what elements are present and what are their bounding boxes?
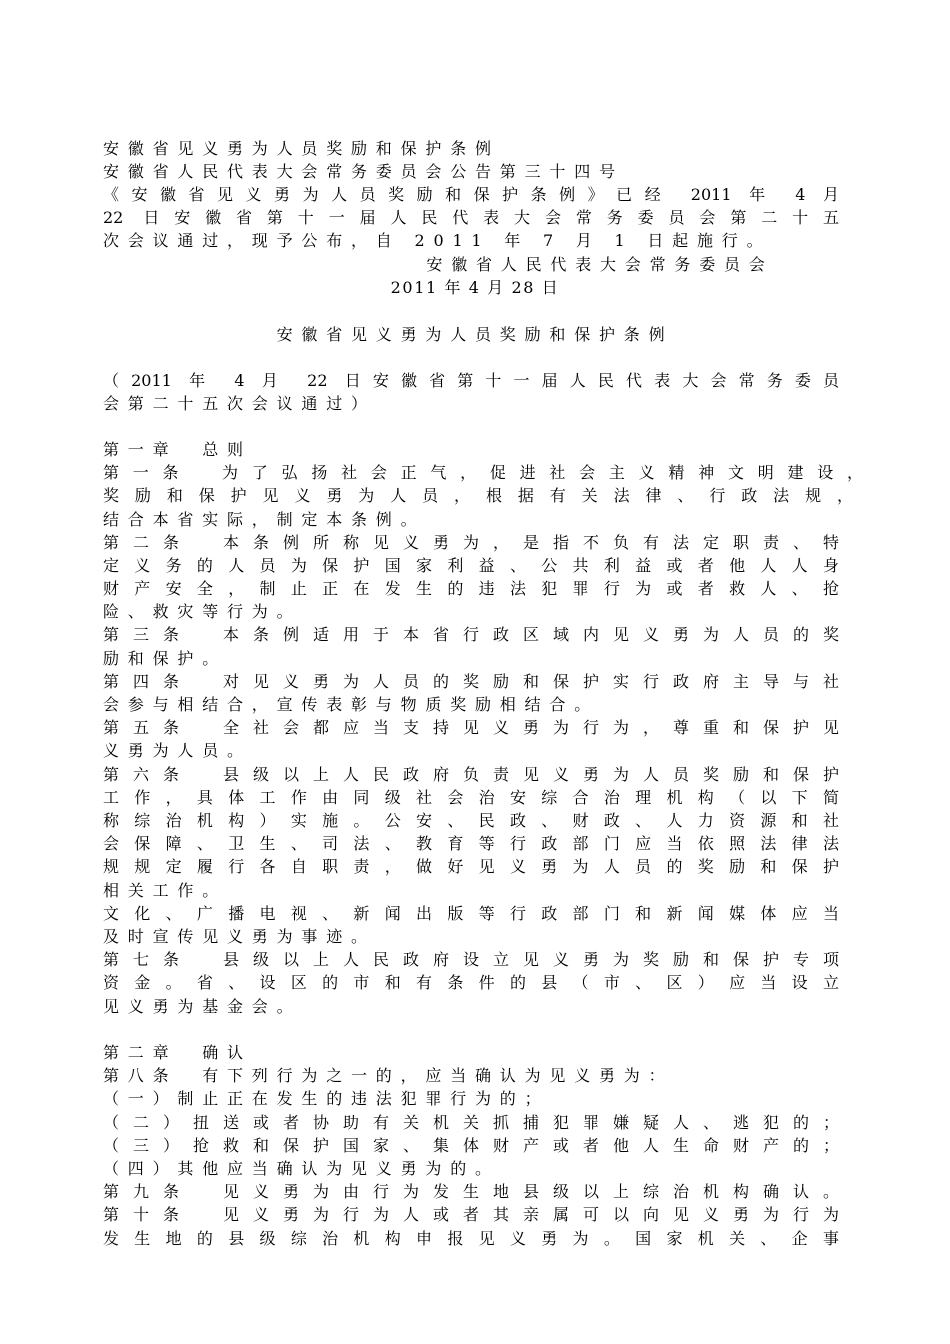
body-line: 第一条 为了弘扬社会正气，促进社会主义精神文明建设， [103, 463, 863, 482]
signature-issuer: 安徽省人民代表大会常务委员会 [426, 255, 774, 274]
body-line: 第七条 县级以上人民政府设立见义勇为奖励和保护专项 [103, 950, 839, 969]
body-line: 文化、广播电视、新闻出版等行政部门和新闻媒体应当 [103, 904, 839, 923]
chapter-heading: 第一章 总则 [103, 440, 252, 459]
signature-date: 2011 年 4 月 28 日 [390, 278, 560, 297]
body-line: 第十条 见义勇为行为人或者其亲属可以向见义勇为行为 [103, 1205, 839, 1224]
body-line: 结合本省实际，制定本条例。 [103, 510, 426, 529]
body-line: 会保障、卫生、司法、教育等行政部门应当依照法律法 [103, 834, 839, 853]
body-line: 见义勇为基金会。 [103, 997, 302, 1016]
body-line: （二）扭送或者协助有关机关抓捕犯罪嫌疑人、逃犯的； [103, 1113, 839, 1132]
adoption-note-line: 会第二十五次会议通过） [103, 394, 376, 413]
adoption-note-line: （2011 年 4 月 22 日安徽省第十一届人民代表大会常务委员 [103, 371, 839, 390]
body-line: 义勇为人员。 [103, 741, 252, 760]
body-line: 第二条 本条例所称见义勇为，是指不负有法定职责、特 [103, 533, 839, 552]
body-line: 第八条 有下列行为之一的，应当确认为见义勇为： [103, 1066, 674, 1085]
body-line: （四）其他应当确认为见义勇为的。 [103, 1159, 500, 1178]
body-line: （一）制止正在发生的违法犯罪行为的； [103, 1089, 550, 1108]
announcement-text-line: 次会议通过，现予公布，自 2011 年 7 月 1 日起施行。 [103, 231, 772, 250]
chapter-heading: 第二章 确认 [103, 1043, 252, 1062]
body-line: 规规定履行各自职责，做好见义勇为人员的奖励和保护 [103, 857, 839, 876]
body-line: 称综治机构）实施。公安、民政、财政、人力资源和社 [103, 811, 839, 830]
body-line: 第九条 见义勇为由行为发生地县级以上综治机构确认。 [103, 1182, 839, 1201]
body-line: 及时宣传见义勇为事迹。 [103, 927, 376, 946]
body-line: 发生地的县级综治机构申报见义勇为。国家机关、企事 [103, 1229, 839, 1248]
announcement-text-line: 《安徽省见义勇为人员奖励和保护条例》已经 2011 年 4 月 [103, 185, 839, 204]
body-line: 第五条 全社会都应当支持见义勇为行为，尊重和保护见 [103, 718, 839, 737]
body-line: 险、救灾等行为。 [103, 602, 302, 621]
announcement-heading: 安徽省人民代表大会常务委员会公告第三十四号 [103, 162, 624, 181]
body-line: 第四条 对见义勇为人员的奖励和保护实行政府主导与社 [103, 672, 839, 691]
body-line: 财产安全，制止正在发生的违法犯罪行为或者救人、抢 [103, 579, 839, 598]
body-line: （三）抢救和保护国家、集体财产或者他人生命财产的； [103, 1136, 839, 1155]
regulation-title: 安徽省见义勇为人员奖励和保护条例 [276, 325, 674, 344]
announcement-text-line: 22 日安徽省第十一届人民代表大会常务委员会第二十五 [103, 208, 839, 227]
body-line: 第六条 县级以上人民政府负责见义勇为人员奖励和保护 [103, 765, 839, 784]
body-line: 第三条 本条例适用于本省行政区域内见义勇为人员的奖 [103, 625, 839, 644]
body-line: 资金。省、设区的市和有条件的县（市、区）应当设立 [103, 973, 839, 992]
body-line: 会参与相结合，宣传表彰与物质奖励相结合。 [103, 695, 600, 714]
body-line: 工作，具体工作由同级社会治安综合治理机构（以下简 [103, 788, 839, 807]
body-line: 励和保护。 [103, 649, 228, 668]
body-line: 奖励和保护见义勇为人员，根据有关法律、行政法规， [103, 486, 853, 505]
body-line: 相关工作。 [103, 881, 228, 900]
doc-title-line: 安徽省见义勇为人员奖励和保护条例 [103, 139, 500, 158]
body-line: 定义务的人员为保护国家利益、公共利益或者他人人身 [103, 556, 839, 575]
